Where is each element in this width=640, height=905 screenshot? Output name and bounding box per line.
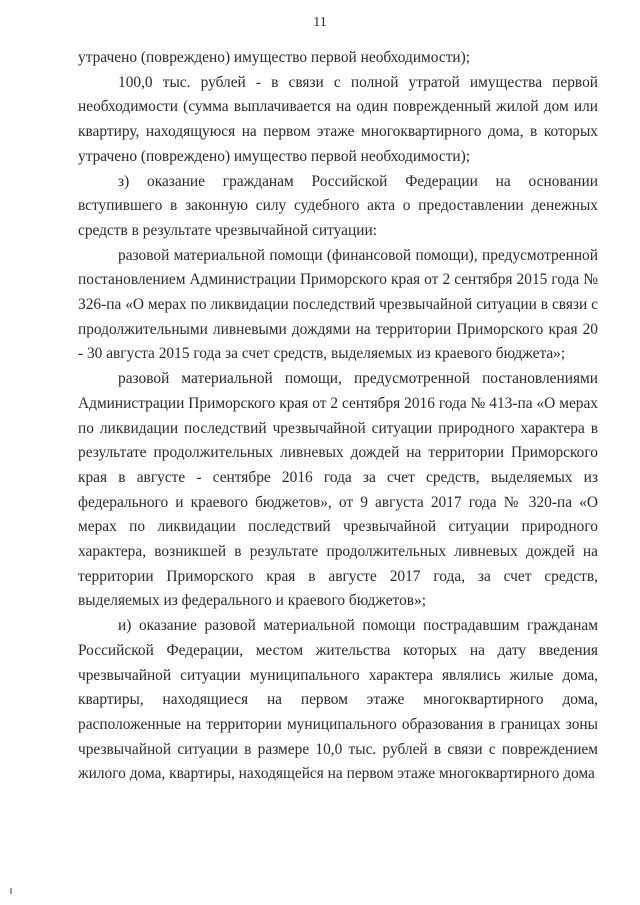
paragraph-resolutions-2016-2017: разовой материальной помощи, предусмотренной постановлениями Администрации Приморского края от 2 сентября 2016 года № 413-па «О мерах по ликвидации последствий чрезвычайной ситуации природного характера в результате продолжительных ливневых дождей на территории Приморского края в августе - сентябре 2016 года за счет средств, выделяемых из федерального и краевого бюджетов», от 9 августа 2017 года № 320-па «О мерах по ликвидации последствий чрезвычайной ситуации природного характера, возникшей в результате продолжительных ливневых дождей на территории Приморского края в августе 2017 года, за счет средств, выделяемых из федерального и краевого бюджетов»; xyxy=(78,370,598,610)
paragraph-resolution-2015: разовой материальной помощи (финансовой помощи), предусмотренной постановлением Администрации Приморского края от 2 сентября 2015 года № 326-па «О мерах по ликвидации последствий чрезвычайной ситуации в связи с продолжительными ливневыми дождями на территории Приморского края 20 - 30 августа 2015 года за счет средств, выделяемых из краевого бюджета»; xyxy=(78,246,598,363)
page-number: 11 xyxy=(313,15,327,30)
paragraph-item-z: з) оказание гражданам Российской Федерации на основании вступившего в законную силу судебного акта о предоставлении денежных средств в результате чрезвычайной ситуации: xyxy=(78,172,598,239)
paragraph-continuation: утрачено (повреждено) имущество первой необходимости); xyxy=(78,49,471,66)
scan-artifact-mark xyxy=(10,888,12,894)
paragraph-total-loss-payment: 100,0 тыс. рублей - в связи с полной утратой имущества первой необходимости (сумма выплачивается на один поврежденный жилой дом или квартиру, находящуюся на первом этаже многоквартирного дома, в которых утрачено (повреждено) имущество первой необходимости); xyxy=(78,73,598,165)
paragraph-item-i: и) оказание разовой материальной помощи пострадавшим гражданам Российской Федерации, местом жительства которых на дату введения чрезвычайной ситуации муниципального характера являлись жилые дома, квартиры, находящиеся на первом этаже многоквартирного дома, расположенные на территории муниципального образования в границах зоны чрезвычайной ситуации в размере 10,0 тыс. рублей в связи с повреждением жилого дома, квартиры, находящейся на первом этаже многоквартирного дома xyxy=(78,617,598,783)
document-body xyxy=(78,46,598,787)
